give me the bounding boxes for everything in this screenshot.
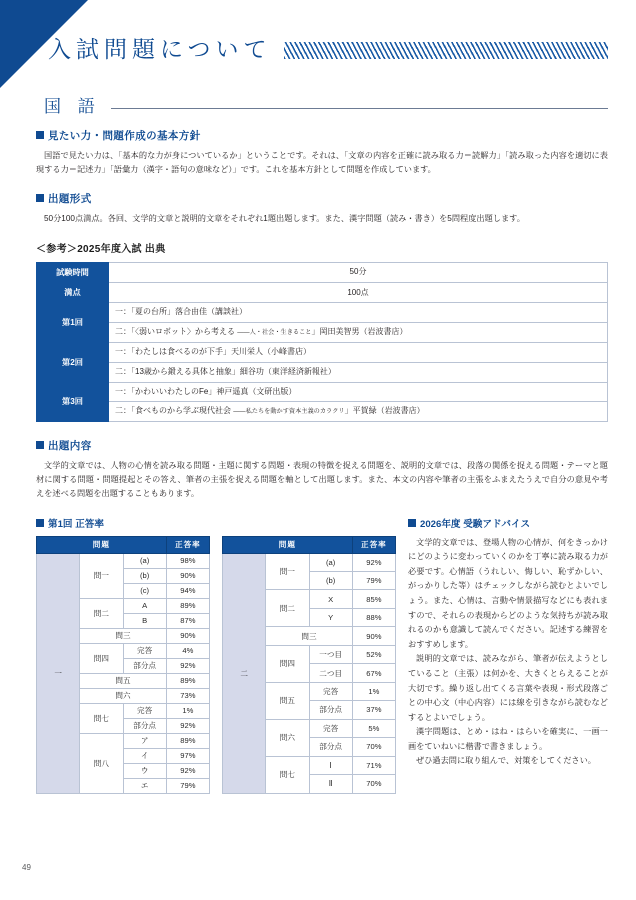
book-subtitle: ――私たちを動かす資本主義のカラクリ — [233, 408, 345, 416]
column-header-question: 問題 — [37, 536, 167, 553]
rate-cell: 52% — [352, 645, 395, 663]
rate-table-title-label: 第1回 正答率 — [48, 518, 104, 530]
rate-cell: 89% — [166, 733, 209, 748]
sources-row-value: 50分 — [109, 263, 608, 283]
question-cell: 問四 — [80, 643, 123, 673]
column-header-question: 問題 — [223, 536, 353, 553]
sources-table — [36, 262, 608, 422]
rate-cell: 92% — [166, 763, 209, 778]
subquestion-cell: ウ — [123, 763, 166, 778]
reference-label: ＜参考＞2025年度入試 出典 — [36, 244, 166, 256]
rate-cell: 37% — [352, 701, 395, 719]
section-body-content: 文学的文章では、人物の心情を読み取る問題・主題に関する問題・表現の特徴を捉える問題を、説明的文章では、段落の関係を捉える問題・テーマと題材に関する問題・問題提起とその答え、筆者の主張を捉える問題を軸として出題します。また、本文の内容や筆者の主張をふまえたうえで自分の意見や考えを述べる問題を出題することもあります。 — [36, 461, 608, 499]
sources-row-header: 満点 — [37, 283, 109, 303]
question-cell: 問二 — [80, 598, 123, 628]
question-cell: 問一 — [80, 553, 123, 598]
sources-book-entry: 二：「食べものから学ぶ現代社会 ――私たちを動かす資本主義のカラクリ」平賀緑（岩波書店） — [109, 402, 608, 422]
section-body-format: 50分100点満点。各回、文学的文章と説明的文章をそれぞれ1題出題します。また、漢字問題（読み・書き）を5問程度出題します。 — [44, 214, 525, 224]
page-number: 49 — [22, 863, 31, 872]
section-heading-content — [36, 438, 608, 453]
page-header — [0, 0, 636, 116]
subquestion-cell: (a) — [309, 553, 352, 571]
section-heading-format-label: 出題形式 — [48, 193, 92, 206]
sources-exam-header: 第3回 — [37, 382, 109, 422]
section-label-cell: 二 — [223, 553, 266, 793]
rate-cell: 85% — [352, 590, 395, 608]
advice-heading — [408, 516, 608, 530]
subquestion-cell: A — [123, 598, 166, 613]
page-title: 入試問題について — [48, 36, 272, 62]
rate-cell: 70% — [352, 738, 395, 756]
question-cell: 問三 — [266, 627, 353, 645]
question-cell: 問四 — [266, 645, 309, 682]
section-heading-format — [36, 191, 608, 206]
rate-cell: 94% — [166, 583, 209, 598]
square-bullet-icon — [408, 519, 416, 527]
rate-table-title — [36, 516, 396, 530]
rate-column — [36, 516, 396, 794]
rate-cell: 90% — [352, 627, 395, 645]
subquestion-cell: B — [123, 613, 166, 628]
rate-cell: 97% — [166, 748, 209, 763]
sources-row — [37, 382, 608, 402]
question-cell: 問八 — [80, 733, 123, 793]
sources-exam-header: 第2回 — [37, 343, 109, 383]
sources-row — [37, 303, 608, 323]
subquestion-cell: (a) — [123, 553, 166, 568]
subquestion-cell: 部分点 — [309, 701, 352, 719]
question-cell: 問五 — [266, 682, 309, 719]
question-cell: 問一 — [266, 553, 309, 590]
section-heading-policy-label: 見たい力・問題作成の基本方針 — [48, 130, 201, 142]
book-subtitle: ――人・社会・生きること — [237, 329, 312, 337]
table-header-row — [37, 536, 210, 553]
rate-cell: 5% — [352, 719, 395, 737]
sources-row — [37, 323, 608, 343]
square-bullet-icon — [36, 131, 44, 139]
rate-tables-wrapper — [36, 536, 396, 794]
rate-cell: 1% — [352, 682, 395, 700]
section-label-cell: 一 — [37, 553, 80, 793]
sources-row — [37, 343, 608, 363]
subquestion-cell: 完答 — [123, 643, 166, 658]
subquestion-cell: 部分点 — [123, 718, 166, 733]
rate-cell: 4% — [166, 643, 209, 658]
rate-cell: 90% — [166, 568, 209, 583]
subquestion-cell: X — [309, 590, 352, 608]
title-row — [48, 38, 608, 61]
rate-cell: 92% — [166, 718, 209, 733]
advice-paragraph: 漢字問題は、とめ・はね・はらいを確実に、一画一画をていねいに楷書で書きましょう。 — [408, 727, 608, 751]
advice-paragraph: 説明的文章では、読みながら、筆者が伝えようとしていること（主張）は何かを、大きくとらえることが大切です。繰り返し出てくる言葉や表現・形式段落ごとの中心文（中心内容）には線を引きながら読むなどするとよいでしょう。 — [408, 654, 608, 722]
rate-cell: 89% — [166, 673, 209, 688]
rate-cell: 88% — [352, 608, 395, 626]
sources-row — [37, 402, 608, 422]
sources-book-entry: 一：「夏の台所」落合由佳（講談社） — [109, 303, 608, 323]
square-bullet-icon — [36, 441, 44, 449]
rate-cell: 92% — [352, 553, 395, 571]
subquestion-cell: エ — [123, 778, 166, 793]
rate-cell: 89% — [166, 598, 209, 613]
rate-cell: 79% — [352, 572, 395, 590]
column-header-rate: 正答率 — [166, 536, 209, 553]
square-bullet-icon — [36, 519, 44, 527]
subject-title: 国 語 — [44, 97, 101, 116]
sources-row — [37, 283, 608, 303]
rate-cell: 73% — [166, 688, 209, 703]
subquestion-cell: イ — [123, 748, 166, 763]
main-content — [36, 128, 608, 794]
rate-cell: 70% — [352, 775, 395, 794]
subquestion-cell: 完答 — [123, 703, 166, 718]
question-cell: 問六 — [80, 688, 167, 703]
rate-cell: 90% — [166, 628, 209, 643]
subquestion-cell: 部分点 — [309, 738, 352, 756]
table-row — [223, 553, 396, 571]
sources-row — [37, 362, 608, 382]
advice-paragraph: 文学的文章では、登場人物の心情が、何をきっかけにどのように変わっていくのかを丁寧に読み取る力が必要です。心情語（うれしい、悔しい、恥ずかしい、がっかりした等）はチェックしながら読むとよいでしょう。また、心情は、言動や情景描写などにも表れますので、それらの表現からどのような気持ちが読み取れるのかも意識して読んでください。記述する練習をおすすめします。 — [408, 537, 608, 649]
rate-cell: 79% — [166, 778, 209, 793]
subject-divider — [111, 108, 608, 109]
rate-cell: 92% — [166, 658, 209, 673]
question-cell: 問五 — [80, 673, 167, 688]
answer-rate-table — [36, 536, 210, 794]
sources-exam-header: 第1回 — [37, 303, 109, 343]
sources-row-header: 試験時間 — [37, 263, 109, 283]
answer-rate-table — [222, 536, 396, 794]
subquestion-cell: 完答 — [309, 719, 352, 737]
advice-body — [408, 536, 608, 770]
question-cell: 問二 — [266, 590, 309, 627]
subquestion-cell: 完答 — [309, 682, 352, 700]
subquestion-cell: (c) — [123, 583, 166, 598]
section-body-policy: 国語で見たい力は、「基本的な力が身についているか」ということです。それは、「文章の内容を正確に読み取る力＝読解力」「読み取った内容を適切に表現する力＝記述力」「語彙力（漢字・語句の意味など）」です。これを基本方針として問題を作成しています。 — [36, 151, 608, 175]
sources-book-entry: 二：「〈弱いロボット〉から考える ――人・社会・生きること」岡田美智男（岩波書店） — [109, 323, 608, 343]
subquestion-cell: 二つ目 — [309, 664, 352, 682]
question-cell: 問七 — [266, 756, 309, 793]
subject-row — [44, 92, 608, 117]
sources-book-entry: 二：「13歳から鍛える具体と抽象」細谷功（東洋経済新報社） — [109, 362, 608, 382]
advice-column — [396, 516, 608, 794]
advice-heading-label: 2026年度 受験アドバイス — [420, 518, 531, 530]
subquestion-cell: Ⅱ — [309, 775, 352, 794]
rate-cell: 1% — [166, 703, 209, 718]
section-heading-policy — [36, 128, 608, 143]
sources-book-entry: 一：「わたしは食べるのが下手」天川栄人（小峰書店） — [109, 343, 608, 363]
question-cell: 問三 — [80, 628, 167, 643]
question-cell: 問六 — [266, 719, 309, 756]
sources-row — [37, 263, 608, 283]
advice-paragraph: ぜひ過去問に取り組んで、対策をしてください。 — [416, 756, 596, 766]
table-row — [37, 553, 210, 568]
table-header-row — [223, 536, 396, 553]
lower-region — [36, 516, 608, 794]
rate-cell: 98% — [166, 553, 209, 568]
subquestion-cell: ア — [123, 733, 166, 748]
rate-cell: 71% — [352, 756, 395, 774]
rate-cell: 87% — [166, 613, 209, 628]
subquestion-cell: 部分点 — [123, 658, 166, 673]
rate-cell: 67% — [352, 664, 395, 682]
hatch-stripe-decoration — [284, 42, 608, 59]
sources-row-value: 100点 — [109, 283, 608, 303]
subquestion-cell: (b) — [123, 568, 166, 583]
section-heading-content-label: 出題内容 — [48, 440, 92, 453]
question-cell: 問七 — [80, 703, 123, 733]
subquestion-cell: Ⅰ — [309, 756, 352, 774]
subquestion-cell: (b) — [309, 572, 352, 590]
subquestion-cell: Y — [309, 608, 352, 626]
column-header-rate: 正答率 — [352, 536, 395, 553]
sources-book-entry: 一：「かわいいわたしのFe」神戸遥真（文研出版） — [109, 382, 608, 402]
square-bullet-icon — [36, 194, 44, 202]
subquestion-cell: 一つ目 — [309, 645, 352, 663]
